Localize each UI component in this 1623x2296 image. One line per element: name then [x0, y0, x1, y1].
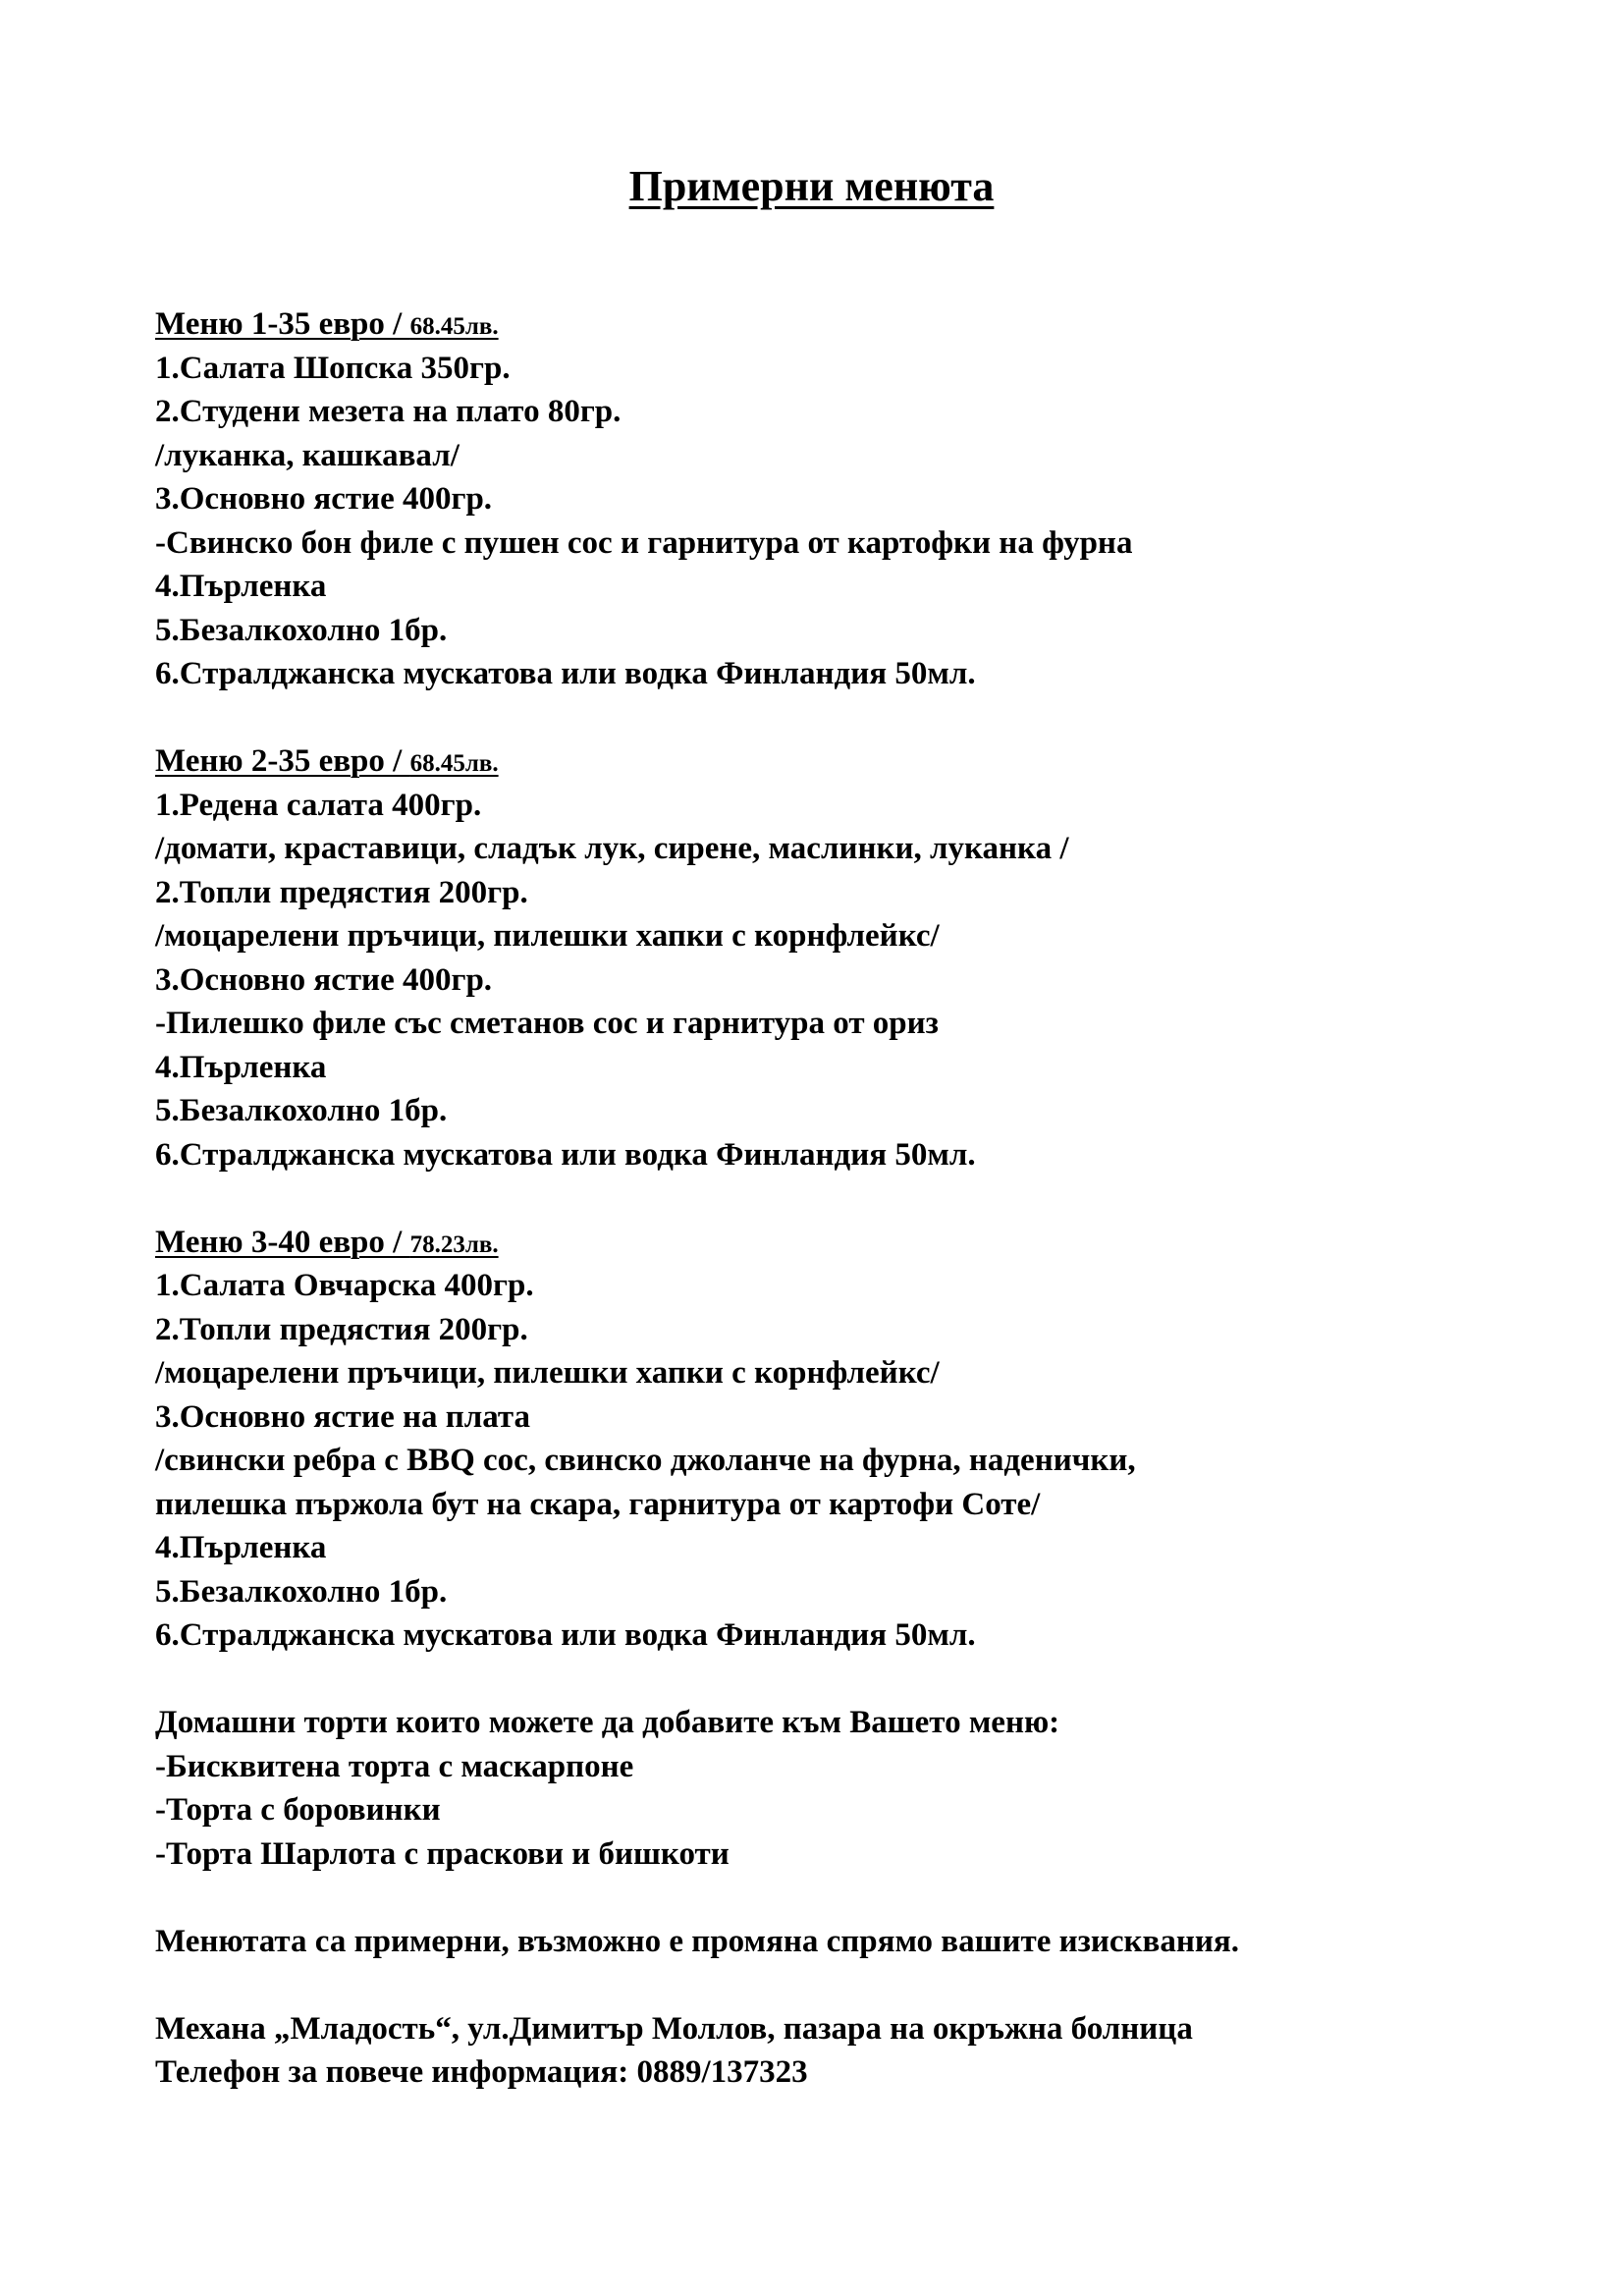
menu-item: 1.Салата Шопска 350гр.	[155, 350, 511, 386]
menu-heading-price: 68.45лв.	[409, 313, 499, 340]
cakes-heading: Домашни торти които можете да добавите към Вашето меню:	[155, 1705, 1060, 1740]
menu-item: 3.Основно ястие 400гр.	[155, 481, 493, 517]
menu-item: пилешка пържола бут на скара, гарнитура от картофи Соте/	[155, 1486, 1041, 1522]
page-title	[0, 157, 1623, 216]
menu-item: /моцарелени пръчици, пилешки хапки с корнфлейкс/	[155, 918, 940, 954]
menu-item: 5.Безалкохолно 1бр.	[155, 1573, 448, 1610]
spacer	[155, 1963, 1569, 2007]
spacer	[155, 1876, 1569, 1920]
spacer	[155, 696, 1569, 740]
menu-item: 4.Пърленка	[155, 1049, 327, 1085]
menu-heading	[155, 1221, 1569, 1265]
spacer	[155, 1658, 1569, 1702]
menu-item: 6.Стралджанска мускатова или водка Финландия 50мл.	[155, 1136, 976, 1173]
cake-item: -Торта с боровинки	[155, 1792, 441, 1828]
menu-item: 6.Стралджанска мускатова или водка Финландия 50мл.	[155, 656, 976, 691]
menu-item: /луканка, кашкавал/	[155, 437, 460, 473]
menu-item: 2.Топли предястия 200гр.	[155, 1311, 528, 1347]
menu-item: -Свинско бон филе с пушен сос и гарнитура от картофки на фурна	[155, 524, 1133, 561]
menu-item: 1.Редена салата 400гр.	[155, 787, 482, 823]
menu-item: /домати, краставици, сладък лук, сирене, маслинки, луканка /	[155, 831, 1069, 866]
menu-item: 6.Стралджанска мускатова или водка Финландия 50мл.	[155, 1617, 976, 1653]
menu-note: Менютата са примерни, възможно е промяна спрямо вашите изисквания.	[155, 1923, 1240, 1959]
page-title-text: Примерни менюта	[628, 162, 995, 210]
menu-item: 5.Безалкохолно 1бр.	[155, 1093, 448, 1128]
menu-item: 2.Топли предястия 200гр.	[155, 874, 528, 910]
menu-heading-main: Меню 2-35 евро /	[155, 743, 410, 779]
menu-block-1	[155, 302, 1569, 696]
menu-heading-price: 68.45лв.	[409, 750, 499, 777]
menu-item: 2.Студени мезета на плато 80гр.	[155, 394, 622, 429]
spacer	[155, 1176, 1569, 1221]
menu-item: 4.Пърленка	[155, 569, 327, 604]
cake-item: -Торта Шарлота с праскови и бишкоти	[155, 1835, 730, 1872]
menu-item: 1.Салата Овчарска 400гр.	[155, 1268, 534, 1303]
menu-heading-main: Меню 1-35 евро /	[155, 306, 410, 342]
menu-heading	[155, 302, 1569, 347]
menu-item: /свински ребра с BBQ сос, свинско джоланче на фурна, наденички,	[155, 1443, 1136, 1478]
cake-item: -Бисквитена торта с маскарпоне	[155, 1748, 634, 1784]
menu-heading	[155, 739, 1569, 784]
footer-phone: Телефон за повече информация: 0889/137323	[155, 2054, 808, 2090]
menu-block-3	[155, 1221, 1569, 1658]
menu-item: -Пилешко филе със сметанов сос и гарнитура от ориз	[155, 1006, 939, 1041]
menu-item: 3.Основно ястие на плата	[155, 1398, 531, 1435]
menu-heading-main: Меню 3-40 евро /	[155, 1224, 410, 1260]
menu-item: 4.Пърленка	[155, 1530, 327, 1565]
footer-block	[155, 2007, 1569, 2095]
menu-block-2	[155, 739, 1569, 1176]
menu-content	[155, 302, 1569, 2095]
footer-address: Механа „Младость“, ул.Димитър Моллов, пазара на окръжна болница	[155, 2010, 1193, 2047]
cakes-block	[155, 1701, 1569, 1876]
menu-item: /моцарелени пръчици, пилешки хапки с корнфлейкс/	[155, 1355, 940, 1391]
menu-item: 5.Безалкохолно 1бр.	[155, 612, 448, 648]
menu-item: 3.Основно ястие 400гр.	[155, 961, 493, 998]
menu-heading-price: 78.23лв.	[409, 1230, 499, 1258]
